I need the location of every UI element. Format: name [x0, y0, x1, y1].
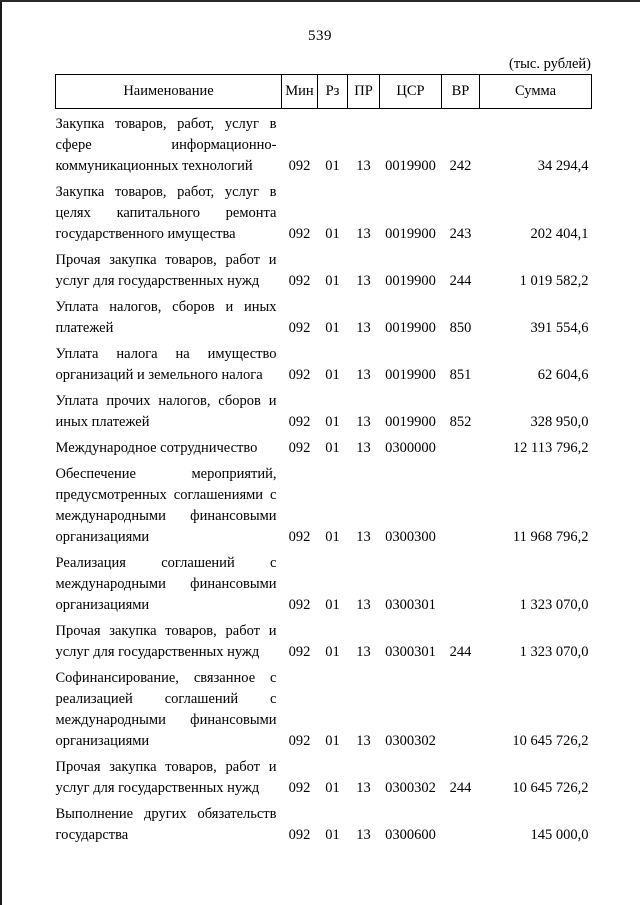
table-row	[56, 663, 592, 752]
row-name: Уплата налогов, сборов и иных платежей	[55, 299, 277, 336]
row-pr: 13	[356, 644, 371, 660]
row-min: 092	[288, 529, 311, 545]
row-min: 092	[288, 827, 311, 843]
scan-edge-top	[0, 0, 640, 2]
row-vr: 243	[449, 226, 472, 242]
table-body	[56, 109, 592, 847]
row-rz: 01	[325, 367, 340, 383]
row-min: 092	[288, 597, 311, 613]
scan-edge-left	[0, 0, 2, 905]
table-row	[56, 292, 592, 339]
row-name: Прочая закупка товаров, работ и услуг для государственных нужд	[55, 759, 277, 796]
row-csr: 0300600	[385, 827, 436, 843]
row-rz: 01	[325, 529, 340, 545]
row-csr: 0300301	[385, 597, 436, 613]
row-name: Обеспечение мероприятий, предусмотренных соглашениями с международными финансовыми организациями	[55, 466, 277, 545]
header-pr: ПР	[348, 75, 380, 109]
row-rz: 01	[325, 226, 340, 242]
row-name: Прочая закупка товаров, работ и услуг для государственных нужд	[55, 623, 277, 660]
row-pr: 13	[356, 780, 371, 796]
row-vr	[442, 799, 480, 846]
header-min: Мин	[282, 75, 318, 109]
row-sum: 12 113 796,2	[512, 440, 589, 456]
row-vr: 850	[449, 320, 472, 336]
row-pr: 13	[356, 827, 371, 843]
row-rz: 01	[325, 644, 340, 660]
row-min: 092	[288, 367, 311, 383]
row-sum: 34 294,4	[537, 158, 589, 174]
row-csr: 0019900	[385, 158, 436, 174]
row-min: 092	[288, 226, 311, 242]
row-csr: 0019900	[385, 414, 436, 430]
header-vr: ВР	[442, 75, 480, 109]
row-pr: 13	[356, 273, 371, 289]
row-csr: 0300301	[385, 644, 436, 660]
row-csr: 0300300	[385, 529, 436, 545]
table-row	[56, 752, 592, 799]
row-sum: 11 968 796,2	[512, 529, 589, 545]
header-rz: Рз	[318, 75, 348, 109]
units-note: (тыс. рублей)	[509, 56, 591, 72]
row-vr	[442, 663, 480, 752]
row-pr: 13	[356, 597, 371, 613]
table-row	[56, 616, 592, 663]
row-pr: 13	[356, 320, 371, 336]
row-sum: 10 645 726,2	[512, 733, 589, 749]
table-row	[56, 245, 592, 292]
row-sum: 10 645 726,2	[512, 780, 589, 796]
row-rz: 01	[325, 273, 340, 289]
row-min: 092	[288, 320, 311, 336]
row-rz: 01	[325, 440, 340, 456]
row-name: Софинансирование, связанное с реализацией соглашений с международными финансовыми организациями	[55, 670, 277, 749]
row-min: 092	[288, 414, 311, 430]
row-vr: 242	[449, 158, 472, 174]
row-sum: 145 000,0	[530, 827, 589, 843]
table-row	[56, 177, 592, 245]
row-name: Закупка товаров, работ, услуг в сфере информационно-коммуникационных технологий	[55, 116, 277, 174]
row-pr: 13	[356, 529, 371, 545]
row-min: 092	[288, 273, 311, 289]
row-rz: 01	[325, 827, 340, 843]
row-csr: 0019900	[385, 367, 436, 383]
table-row	[56, 339, 592, 386]
row-sum: 1 323 070,0	[519, 597, 589, 613]
row-pr: 13	[356, 414, 371, 430]
row-csr: 0019900	[385, 226, 436, 242]
row-csr: 0300302	[385, 780, 436, 796]
table-row	[56, 459, 592, 548]
row-name: Реализация соглашений с международными финансовыми организациями	[55, 555, 277, 613]
row-rz: 01	[325, 320, 340, 336]
row-vr: 244	[449, 780, 472, 796]
row-min: 092	[288, 733, 311, 749]
table-row	[56, 548, 592, 616]
row-rz: 01	[325, 414, 340, 430]
row-name: Международное сотрудничество	[55, 440, 258, 456]
header-sum: Сумма	[480, 75, 592, 109]
row-sum: 1 323 070,0	[519, 644, 589, 660]
row-csr: 0300000	[385, 440, 436, 456]
header-csr: ЦСР	[380, 75, 442, 109]
row-name: Уплата налога на имущество организаций и земельного налога	[55, 346, 277, 383]
page-number: 539	[308, 28, 332, 44]
row-vr: 852	[449, 414, 472, 430]
row-rz: 01	[325, 158, 340, 174]
row-min: 092	[288, 440, 311, 456]
row-pr: 13	[356, 733, 371, 749]
row-pr: 13	[356, 440, 371, 456]
row-rz: 01	[325, 733, 340, 749]
row-rz: 01	[325, 780, 340, 796]
row-sum: 62 604,6	[537, 367, 589, 383]
header-name: Наименование	[56, 75, 282, 109]
row-min: 092	[288, 780, 311, 796]
row-name: Прочая закупка товаров, работ и услуг для государственных нужд	[55, 252, 277, 289]
row-name: Уплата прочих налогов, сборов и иных платежей	[55, 393, 277, 430]
row-vr: 244	[449, 644, 472, 660]
row-sum: 391 554,6	[530, 320, 589, 336]
row-csr: 0019900	[385, 320, 436, 336]
row-csr: 0300302	[385, 733, 436, 749]
row-vr	[442, 548, 480, 616]
table-header-row	[56, 75, 592, 109]
row-vr: 851	[449, 367, 472, 383]
table-row	[56, 433, 592, 459]
row-vr: 244	[449, 273, 472, 289]
row-pr: 13	[356, 158, 371, 174]
row-sum: 1 019 582,2	[519, 273, 589, 289]
row-pr: 13	[356, 367, 371, 383]
row-rz: 01	[325, 597, 340, 613]
row-min: 092	[288, 158, 311, 174]
table-row	[56, 386, 592, 433]
row-vr	[442, 433, 480, 459]
row-vr	[442, 459, 480, 548]
row-sum: 202 404,1	[530, 226, 589, 242]
row-min: 092	[288, 644, 311, 660]
row-name: Закупка товаров, работ, услуг в целях капитального ремонта государственного имущества	[55, 184, 277, 242]
row-sum: 328 950,0	[530, 414, 589, 430]
row-name: Выполнение других обязательств государства	[55, 806, 277, 843]
row-csr: 0019900	[385, 273, 436, 289]
table-row	[56, 799, 592, 846]
table-row	[56, 109, 592, 178]
row-pr: 13	[356, 226, 371, 242]
budget-table	[55, 74, 592, 846]
